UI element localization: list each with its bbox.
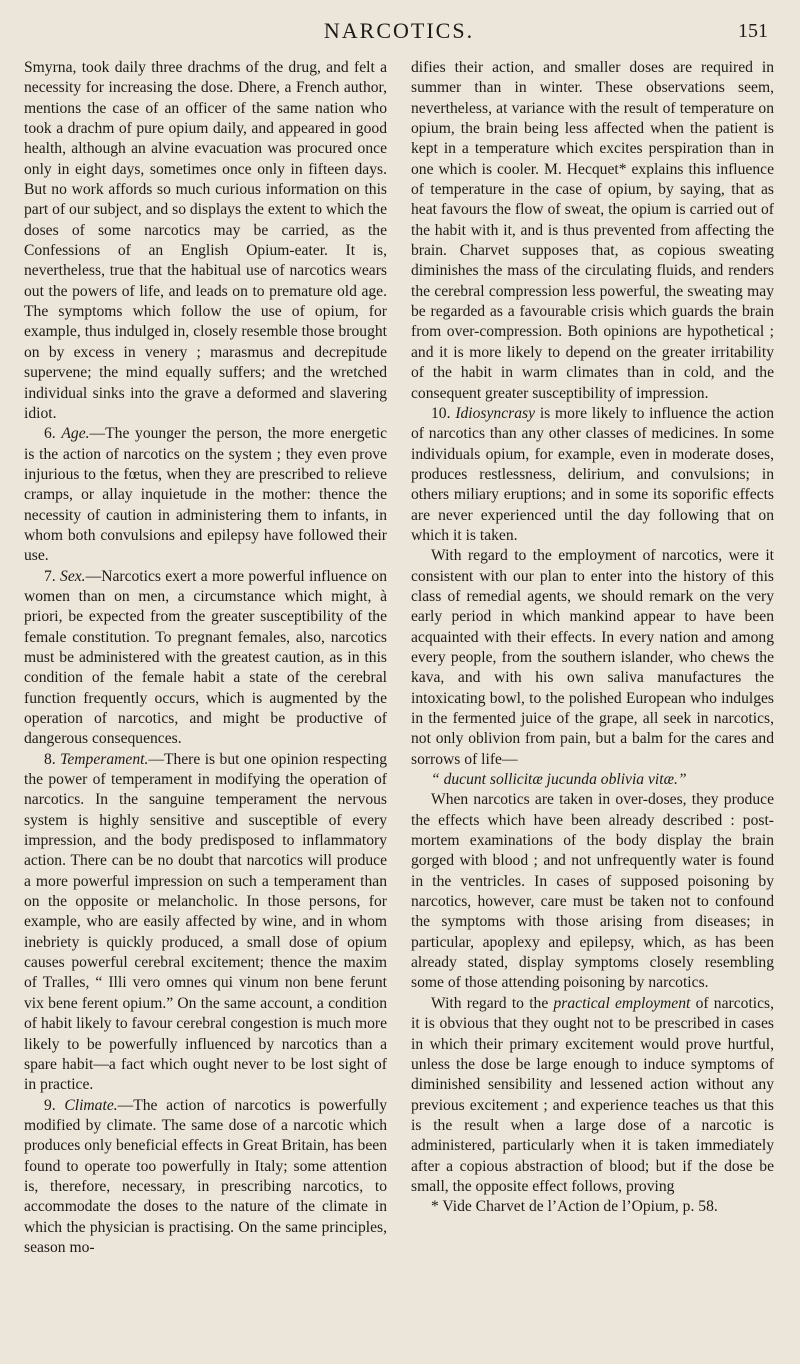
section-heading: Climate. bbox=[64, 1096, 118, 1114]
paragraph: When narcotics are taken in over-doses, they produce the effects which have been already described : post-mortem examinations of the body display the brain gorged with blood ; and not unfrequently water is found in the ventricles. In cases of supposed poisoning by narcotics, however, care must be taken not to confound the symptoms with those arising from diseases; in particular, apoplexy and epilepsy, which, as has been already stated, display symptoms closely resembling some of those attending poisoning by narcotics. bbox=[411, 791, 774, 992]
section-text: —There is but one opinion respecting the power of temperament in modifying the operation of narcotics. In the sanguine temperament the nervous system is highly sensitive and susceptible of every impression, and the body predisposed to inflammatory action. There can be no doubt that narcotics will produce a more powerful impression on such a temperament than on the opposite or melancholic. In those persons, for example, who are easily affected by wine, and in whom inebriety is quickly produced, a small dose of opium causes powerful cerebral excitement; thence the maxim of Tralles, “ Illi vero omnes qui vinum non bene ferunt vix bene ferent opium.” On the same account, a condition of habit likely to favour cerebral congestion is much more likely to be powerfully influenced by narcotics than a spare habit—a fact which ought never to be lost sight of in practice. bbox=[24, 750, 388, 1094]
section-text: —The action of narcotics is powerfully modified by climate. The same dose of a narcotic which produces only beneficial effects in Great Britain, has been found to operate too powerfully in Italy; some attention is, therefore, necessary, in prescribing narcotics, to accommodate the doses to the nature of the climate in which the physician is practising. On the same principles, season mo- bbox=[24, 1096, 387, 1256]
section-number: 6. bbox=[44, 425, 62, 443]
paragraph-text: of narcotics, it is obvious that they ought not to be prescribed in cases in which their primary excitement would prove hurtful, unless the dose be large enough to induce symptoms of diminished sensibility and lessened action without any previous excitement ; and experience teaches us that this is the result when a large dose of a narcotic is administered, particularly when it is taken immediately after a copious abstraction of blood; but if the dose be small, the opposite effect follows, proving bbox=[411, 994, 774, 1195]
paragraph-practical bbox=[411, 994, 774, 1197]
section-text: is more likely to influence the action of narcotics than any other classes of medicines. In some individuals opium, for example, even in moderate doses, produces restlessness, delirium, and convulsions; in others miliary eruptions; and in some its soporific effects are never experienced until the day following that on which it is taken. bbox=[411, 404, 774, 544]
running-title: NARCOTICS. bbox=[323, 18, 475, 43]
footnote: * Vide Charvet de l’Action de l’Opium, p. 58. bbox=[431, 1198, 718, 1216]
section-number: 9. bbox=[44, 1096, 65, 1114]
text-columns bbox=[24, 58, 774, 1258]
section-heading: Temperament. bbox=[60, 750, 149, 768]
paragraph: difies their action, and smaller doses are required in summer than in winter. These observations seem, nevertheless, at variance with the result of temperature on opium, the brain being less affected when the patient is kept in a temperature which excites perspiration than in one which is cooler. M. Hecquet* explains this influence of temperature in the case of opium, by saying, that as heat favours the flow of sweat, the opium is carried out of the habit with it, and is thus prevented from affecting the brain. Charvet supposes that, as copious sweating diminishes the mass of the circulating fluids, and renders the cerebral compression less powerful, the sweating may be regarded as a favourable crisis which guards the brain from over-compression. Both opinions are hypothetical ; and it is more likely to depend on the greater irritability of the habit in warm climates than in cold, and the consequent greater susceptibility of impression. bbox=[411, 59, 774, 402]
left-column bbox=[24, 58, 387, 1258]
right-column bbox=[411, 58, 774, 1258]
italic-term: practical employment bbox=[553, 994, 691, 1012]
section-number: 7. bbox=[44, 567, 61, 585]
paragraph-temperament bbox=[24, 750, 387, 1096]
section-text: —The younger the person, the more energetic is the action of narcotics on the system ; they even prove injurious to the fœtus, when they are prescribed to relieve cramps, or allay inquietude in the mother: thence the necessity of caution in administering them to infants, in whom both convulsions and epilepsy have followed their use. bbox=[24, 425, 387, 565]
section-text: —Narcotics exert a more powerful influence on women than on men, a circumstance which might, à priori, be expected from the greater susceptibility of the female constitution. To pregnant females, also, narcotics must be administered with the greatest caution, as in this condition of the female habit a state of the cerebral function frequently occurs, which is augmented by the operation of narcotics, and might be productive of dangerous consequences. bbox=[24, 567, 388, 748]
paragraph: With regard to the employment of narcotics, were it consistent with our plan to enter into the history of this class of remedial agents, we should remark on the very early period in which mankind appear to have been acquainted with their effects. In every nation and among every people, from the southern islander, who chews the kava, and with his own saliva manufactures the intoxicating bowl, to the polished European who indulges in the fermented juice of the grape, all seek in narcotics, not only oblivion from pain, but a balm for the cares and sorrows of life— bbox=[411, 547, 774, 768]
latin-quote: “ ducunt sollicitæ jucunda oblivia vitæ.” bbox=[431, 771, 687, 789]
section-heading: Idiosyncrasy bbox=[455, 404, 535, 422]
section-heading: Age. bbox=[61, 425, 90, 443]
paragraph-age bbox=[24, 424, 387, 566]
page-header bbox=[24, 18, 774, 52]
paragraph: Smyrna, took daily three drachms of the drug, and felt a necessity for increasing the dose. Dhere, a French author, mentions the case of an officer of the same nation who took a drachm of pure opium daily, and appeared in good health, although an alvine evacuation was procured once only in eight days, sometimes once only in fifteen days. But no work affords so much curious information on this part of our subject, and so displays the extent to which the doses of some narcotics may be carried, as the Confessions of an English Opium-eater. It is, nevertheless, true that the habitual use of narcotics wears out the powers of life, and leads on to premature old age. The symptoms which follow the use of opium, for example, thus indulged in, closely resemble those brought on by excess in venery ; marasmus and decrepitude supervene; the mind equally suffers; and the wretched individual sinks into the grave a deformed and slavering idiot. bbox=[24, 59, 387, 422]
section-heading: Sex. bbox=[60, 567, 86, 585]
page-number: 151 bbox=[738, 20, 768, 42]
section-number: 8. bbox=[44, 750, 61, 768]
paragraph-lead: With regard to the bbox=[431, 994, 554, 1012]
paragraph-sex bbox=[24, 567, 387, 750]
section-number: 10. bbox=[431, 404, 456, 422]
paragraph-climate bbox=[24, 1096, 387, 1259]
paragraph-idiosyncrasy bbox=[411, 404, 774, 546]
